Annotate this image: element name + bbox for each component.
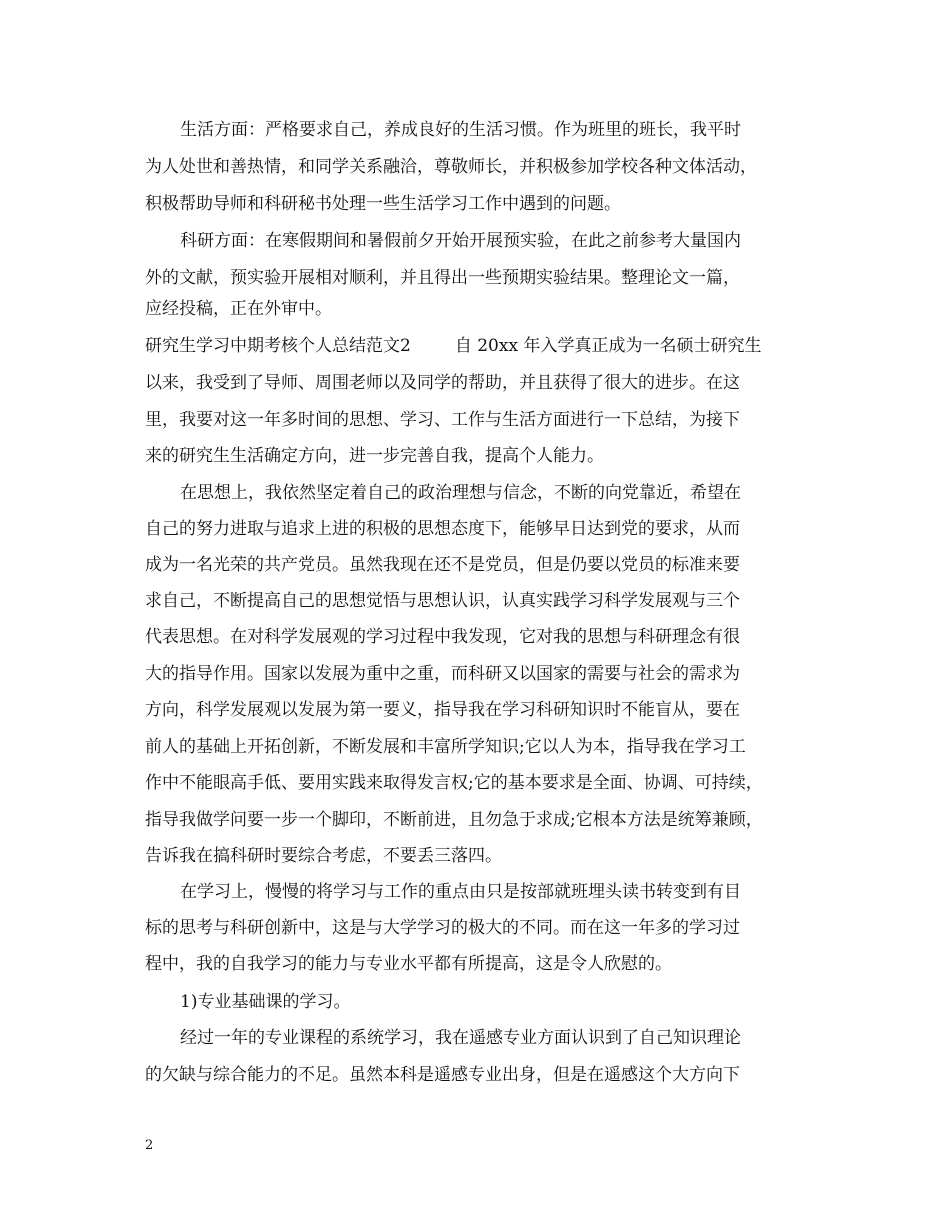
section-heading-line [145,336,761,356]
paragraph-line: 为人处世和善热情，和同学关系融洽，尊敬师长，并积极参加学校各种文体活动， [145,157,757,177]
paragraph-line: 自己的努力进取与追求上进的积极的思想态度下，能够早日达到党的要求，从而 [145,519,740,539]
paragraph-line: 标的思考与科研创新中，这是与大学学习的极大的不同。而在这一年多的学习过 [145,918,740,938]
paragraph-line: 积极帮助导师和科研秘书处理一些生活学习工作中遇到的问题。 [145,194,621,214]
paragraph-line: 应经投稿，正在外审中。 [145,299,332,319]
paragraph-line: 1)专业基础课的学习。 [180,992,351,1012]
paragraph-line: 以来，我受到了导师、周围老师以及同学的帮助，并且获得了很大的进步。在这 [145,373,740,393]
paragraph-line: 指导我做学问要一步一个脚印，不断前进，且勿急于求成;它根本方法是统筹兼顾， [145,810,763,830]
paragraph-line: 科研方面：在寒假期间和暑假前夕开始开展预实验，在此之前参考大量国内 [180,231,741,251]
paragraph-line: 生活方面：严格要求自己，养成良好的生活习惯。作为班里的班长，我平时 [180,120,741,140]
paragraph-line: 求自己，不断提高自己的思想觉悟与思想认识，认真实践学习科学发展观与三个 [145,591,740,611]
paragraph-line: 在学习上，慢慢的将学习与工作的重点由只是按部就班埋头读书转变到有目 [180,882,741,902]
paragraph-line: 方向，科学发展观以发展为第一要义，指导我在学习科研知识时不能盲从，要在 [145,700,740,720]
paragraph-line: 程中，我的自我学习的能力与专业水平都有所提高，这是令人欣慰的。 [145,954,672,974]
paragraph-line: 里，我要对这一年多时间的思想、学习、工作与生活方面进行一下总结，为接下 [145,410,740,430]
section-heading-title: 研究生学习中期考核个人总结范文2 [145,336,411,356]
paragraph-line: 前人的基础上开拓创新，不断发展和丰富所学知识;它以人为本，指导我在学习工 [145,737,746,757]
paragraph-line: 来的研究生生活确定方向，进一步完善自我，提高个人能力。 [145,446,604,466]
paragraph-line: 大的指导作用。国家以发展为重中之重，而科研又以国家的需要与社会的需求为 [145,664,740,684]
paragraph-line: 代表思想。在对科学发展观的学习过程中我发现，它对我的思想与科研理念有很 [145,627,740,647]
page-number: 2 [145,1138,154,1153]
paragraph-line: 外的文献，预实验开展相对顺利，并且得出一些预期实验结果。整理论文一篇， [145,268,740,288]
paragraph-line: 经过一年的专业课程的系统学习，我在遥感专业方面认识到了自己知识理论 [180,1028,741,1048]
paragraph-line: 作中不能眼高手低、要用实践来取得发言权;它的基本要求是全面、协调、可持续， [145,773,763,793]
paragraph-line: 告诉我在搞科研时要综合考虑，不要丢三落四。 [145,846,502,866]
paragraph-line: 在思想上，我依然坚定着自己的政治理想与信念，不断的向党靠近，希望在 [180,483,741,503]
section-heading-continuation: 自 20xx 年入学真正成为一名硕士研究生 [454,336,762,356]
paragraph-line: 成为一名光荣的共产党员。虽然我现在还不是党员，但是仍要以党员的标准来要 [145,555,740,575]
paragraph-line: 的欠缺与综合能力的不足。虽然本科是遥感专业出身，但是在遥感这个大方向下 [145,1065,740,1085]
